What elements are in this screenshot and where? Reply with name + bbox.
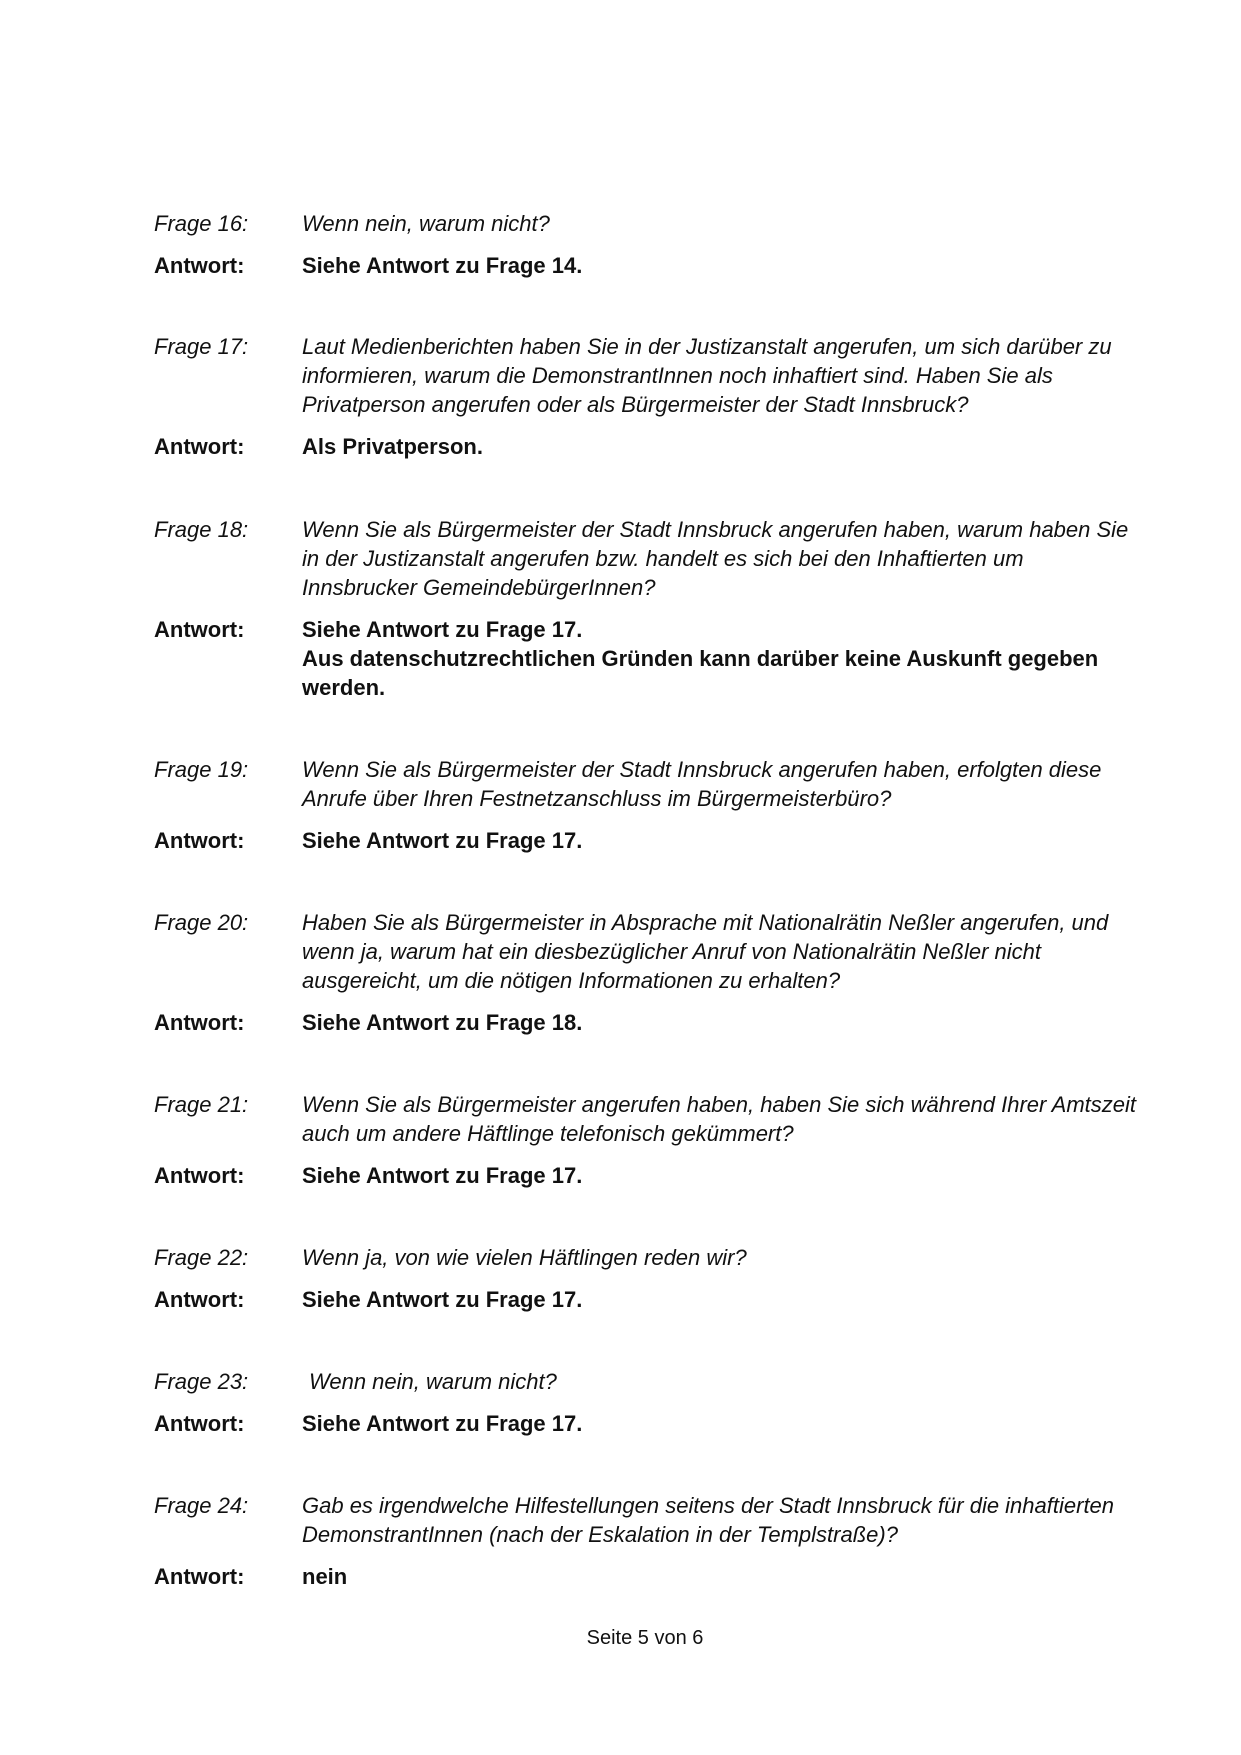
question-label: Frage 23: bbox=[154, 1369, 249, 1394]
answer-line: Siehe Antwort zu Frage 17. bbox=[302, 1287, 583, 1312]
question-row bbox=[154, 515, 1144, 602]
answer-text bbox=[302, 1008, 1144, 1037]
question-text: Gab es irgendwelche Hilfestellungen seitens der Stadt Innsbruck für die inhaftierten DemonstrantInnen (nach der Eskalation in der Templstraße)? bbox=[302, 1493, 1115, 1547]
answer-row bbox=[154, 1562, 1144, 1591]
question-row bbox=[154, 1491, 1144, 1549]
answer-label: Antwort: bbox=[154, 253, 245, 278]
answer-label: Antwort: bbox=[154, 1010, 245, 1035]
qa-block-19 bbox=[154, 755, 1144, 855]
qa-block-16 bbox=[154, 209, 1144, 280]
answer-line: Siehe Antwort zu Frage 17. bbox=[302, 617, 583, 642]
question-text: Wenn Sie als Bürgermeister der Stadt Innsbruck angerufen haben, warum haben Sie in der Justizanstalt angerufen bzw. handelt es sich bei den Inhaftierten um Innsbrucker GemeindebürgerInnen? bbox=[302, 517, 1129, 600]
question-text: Haben Sie als Bürgermeister in Absprache mit Nationalrätin Neßler angerufen, und wenn ja, warum hat ein diesbezüglicher Anruf von Nationalrätin Neßler nicht ausgereicht, um die nötigen Informationen zu erhalten? bbox=[302, 910, 1109, 993]
answer-label: Antwort: bbox=[154, 434, 245, 459]
question-text: Wenn nein, warum nicht? bbox=[309, 1369, 557, 1394]
answer-text bbox=[302, 432, 1144, 461]
answer-line: Siehe Antwort zu Frage 17. bbox=[302, 828, 583, 853]
answer-text bbox=[302, 1161, 1144, 1190]
answer-row bbox=[154, 1161, 1144, 1190]
answer-label: Antwort: bbox=[154, 1287, 245, 1312]
question-row bbox=[154, 1243, 1144, 1272]
answer-text bbox=[302, 1409, 1144, 1438]
answer-line: nein bbox=[302, 1564, 348, 1589]
qa-block-24 bbox=[154, 1491, 1144, 1591]
answer-line: Aus datenschutzrechtlichen Gründen kann darüber keine Auskunft gegeben werden. bbox=[302, 646, 1099, 700]
answer-text bbox=[302, 251, 1144, 280]
question-row bbox=[154, 1090, 1144, 1148]
answer-line: Als Privatperson. bbox=[302, 434, 483, 459]
question-text: Wenn Sie als Bürgermeister angerufen haben, haben Sie sich während Ihrer Amtszeit auch um andere Häftlinge telefonisch gekümmert? bbox=[302, 1092, 1137, 1146]
question-row bbox=[154, 1367, 1144, 1396]
page-number: Seite 5 von 6 bbox=[586, 1627, 704, 1649]
answer-row bbox=[154, 1285, 1144, 1314]
answer-label: Antwort: bbox=[154, 617, 245, 642]
answer-label: Antwort: bbox=[154, 828, 245, 853]
question-label: Frage 24: bbox=[154, 1493, 249, 1518]
question-row bbox=[154, 332, 1144, 419]
answer-text bbox=[302, 1285, 1144, 1314]
question-row bbox=[154, 755, 1144, 813]
question-label: Frage 16: bbox=[154, 211, 249, 236]
answer-text bbox=[302, 1562, 1144, 1591]
question-label: Frage 20: bbox=[154, 910, 249, 935]
question-row bbox=[154, 908, 1144, 995]
answer-label: Antwort: bbox=[154, 1163, 245, 1188]
question-row bbox=[154, 209, 1144, 238]
answer-row bbox=[154, 1008, 1144, 1037]
qa-block-23 bbox=[154, 1367, 1144, 1438]
question-text: Wenn nein, warum nicht? bbox=[302, 211, 550, 236]
answer-text bbox=[302, 615, 1144, 702]
answer-text bbox=[302, 826, 1144, 855]
question-text: Laut Medienberichten haben Sie in der Justizanstalt angerufen, um sich darüber zu informieren, warum die DemonstrantInnen noch inhaftiert sind. Haben Sie als Privatperson angerufen oder als Bürgermeister der Stadt Innsbruck? bbox=[302, 334, 1112, 417]
question-label: Frage 18: bbox=[154, 517, 249, 542]
question-label: Frage 17: bbox=[154, 334, 249, 359]
answer-label: Antwort: bbox=[154, 1564, 245, 1589]
question-label: Frage 21: bbox=[154, 1092, 249, 1117]
question-text: Wenn Sie als Bürgermeister der Stadt Innsbruck angerufen haben, erfolgten diese Anrufe über Ihren Festnetzanschluss im Bürgermeisterbüro? bbox=[302, 757, 1102, 811]
qa-block-21 bbox=[154, 1090, 1144, 1190]
answer-line: Siehe Antwort zu Frage 18. bbox=[302, 1010, 583, 1035]
answer-line: Siehe Antwort zu Frage 17. bbox=[302, 1411, 583, 1436]
qa-block-22 bbox=[154, 1243, 1144, 1314]
question-label: Frage 22: bbox=[154, 1245, 249, 1270]
qa-block-18 bbox=[154, 515, 1144, 702]
qa-block-17 bbox=[154, 332, 1144, 461]
qa-block-20 bbox=[154, 908, 1144, 1037]
answer-line: Siehe Antwort zu Frage 17. bbox=[302, 1163, 583, 1188]
answer-row bbox=[154, 432, 1144, 461]
answer-row bbox=[154, 1409, 1144, 1438]
answer-row bbox=[154, 826, 1144, 855]
question-label: Frage 19: bbox=[154, 757, 249, 782]
answer-row bbox=[154, 615, 1144, 702]
answer-label: Antwort: bbox=[154, 1411, 245, 1436]
answer-row bbox=[154, 251, 1144, 280]
answer-line: Siehe Antwort zu Frage 14. bbox=[302, 253, 583, 278]
question-text: Wenn ja, von wie vielen Häftlingen reden wir? bbox=[302, 1245, 747, 1270]
